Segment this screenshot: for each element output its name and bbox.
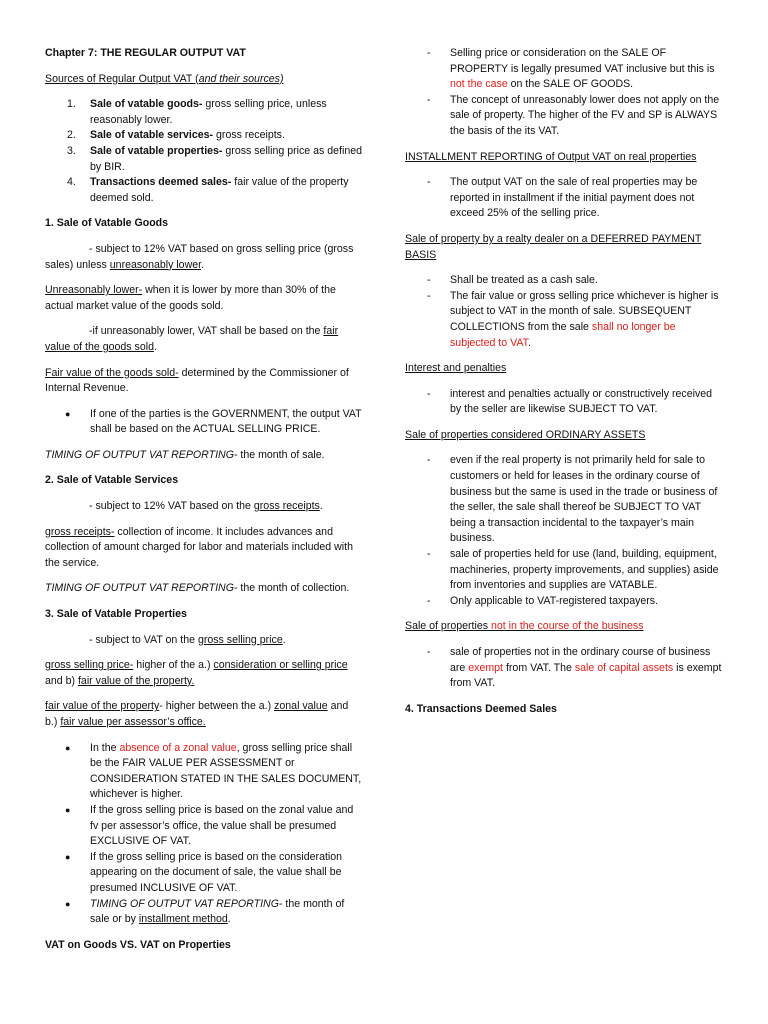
section-heading: 2. Sale of Vatable Services [45,474,179,487]
paragraph: Fair value of the goods sold- determined by the Commissioner of Internal Revenue. [45,366,349,395]
list-item: - even if the real property is not primarily held for sale to customers or held for leases in the ordinary course of business but the same is used in the trade or business of the seller, the sale shall thereof be SUBJECT TO VAT being a transaction incidental to the taxpayer’s main business. [427,454,718,545]
bullet-list [45,741,363,928]
left-column [45,46,363,963]
section-heading: VAT on Goods VS. VAT on Properties [45,938,231,951]
list-item: ● If the gross selling price is based on the zonal value and fv per assessor’s office, the value shall be presumed EXCLUSIVE OF VAT. [65,803,354,848]
paragraph: gross selling price- higher of the a.) consideration or selling price and b) fair value of the property. [45,659,348,687]
bullet-icon: ● [65,804,71,815]
sources-list [45,97,363,206]
section-heading: 4. Transactions Deemed Sales [405,702,557,715]
bullet-icon: ● [65,408,71,419]
dash-list [405,175,723,222]
bullet-list [45,407,363,438]
list-item: ● If the gross selling price is based on the consideration appearing on the document of sale, the value shall be presumed INCLUSIVE OF VAT. [65,850,343,894]
list-item: ● TIMING OF OUTPUT VAT REPORTING- the month of sale or by installment method. [65,897,345,926]
section-heading: Sale of properties not in the course of the business [405,620,644,633]
section-heading: INSTALLMENT REPORTING of Output VAT on real properties [405,150,697,163]
dash-list [405,645,723,692]
list-item: - The fair value or gross selling price whichever is higher is subject to VAT in the month of sale. SUBSEQUENT COLLECTIONS from the sale shall no longer be subjected to VAT. [427,289,719,349]
list-item: 2. Sale of vatable services- gross receipts. [67,129,285,142]
paragraph: - subject to 12% VAT based on the gross receipts. [89,500,323,513]
list-item: ● In the absence of a zonal value, gross selling price shall be the FAIR VALUE PER ASSESSMENT or CONSIDERATION STATED IN THE SALES DOCUMENT, whichever is higher. [65,741,362,801]
bullet-icon: ● [65,742,71,753]
list-item: - The concept of unreasonably lower does not apply on the sale of property. The higher of the FV and SP is ALWAYS the basis of the its VAT. [427,93,720,137]
right-column [405,46,723,727]
list-item: - sale of properties not in the ordinary course of business are exempt from VAT. The sale of capital assets is exempt from VAT. [427,646,722,690]
bullet-icon: ● [65,898,71,909]
section-heading: Interest and penalties [405,362,507,375]
paragraph: fair value of the property- higher between the a.) zonal value and b.) fair value per assessor’s office. [45,700,349,728]
list-item: 1. Sale of vatable goods- gross selling price, unless reasonably lower. [67,98,327,126]
paragraph: TIMING OF OUTPUT VAT REPORTING- the month of collection. [45,582,350,595]
list-item: 4. Transactions deemed sales- fair value of the property deemed sold. [67,176,349,204]
dash-list [405,273,723,351]
dash-list [405,453,723,609]
paragraph: TIMING OF OUTPUT VAT REPORTING- the month of sale. [45,448,325,461]
chapter-title: Chapter 7: THE REGULAR OUTPUT VAT [45,47,246,59]
list-item: - Shall be treated as a cash sale. [427,274,598,287]
list-item: - The output VAT on the sale of real properties may be reported in installment if the initial payment does not exceed 25% of the selling price. [427,176,698,220]
paragraph: - subject to 12% VAT based on gross selling price (gross sales) unless unreasonably lower. [45,242,354,271]
list-item: - Only applicable to VAT-registered taxpayers. [427,594,659,607]
paragraph: Unreasonably lower- when it is lower by more than 30% of the actual market value of the goods sold. [45,284,336,312]
list-item: - sale of properties held for use (land, building, equipment, machineries, property improvements, and supplies) aside from inventories and supplies are VATABLE. [427,548,719,592]
section-heading: Sale of property by a realty dealer on a DEFERRED PAYMENT BASIS [405,232,702,261]
sources-heading: Sources of Regular Output VAT (and their sources) [45,72,284,85]
list-item: 3. Sale of vatable properties- gross selling price as defined by BIR. [67,144,363,173]
list-item: - Selling price or consideration on the SALE OF PROPERTY is legally presumed VAT inclusive but this is not the case on the SALE OF GOODS. [427,47,715,91]
dash-list [405,387,723,418]
section-heading: Sale of properties considered ORDINARY ASSETS [405,428,646,441]
section-heading: 3. Sale of Vatable Properties [45,608,187,621]
bullet-icon: ● [65,851,71,862]
list-item: - interest and penalties actually or constructively received by the seller are likewise SUBJECT TO VAT. [427,387,713,416]
paragraph: -if unreasonably lower, VAT shall be based on the fair value of the goods sold. [45,325,339,353]
paragraph: gross receipts- collection of income. It includes advances and collection of amount charged for labor and materials included with the service. [45,525,353,569]
paragraph: - subject to VAT on the gross selling price. [89,633,286,646]
section-heading: 1. Sale of Vatable Goods [45,217,169,230]
list-item: ● If one of the parties is the GOVERNMENT, the output VAT shall be based on the ACTUAL SELLING PRICE. [65,407,362,436]
dash-list [405,46,723,140]
